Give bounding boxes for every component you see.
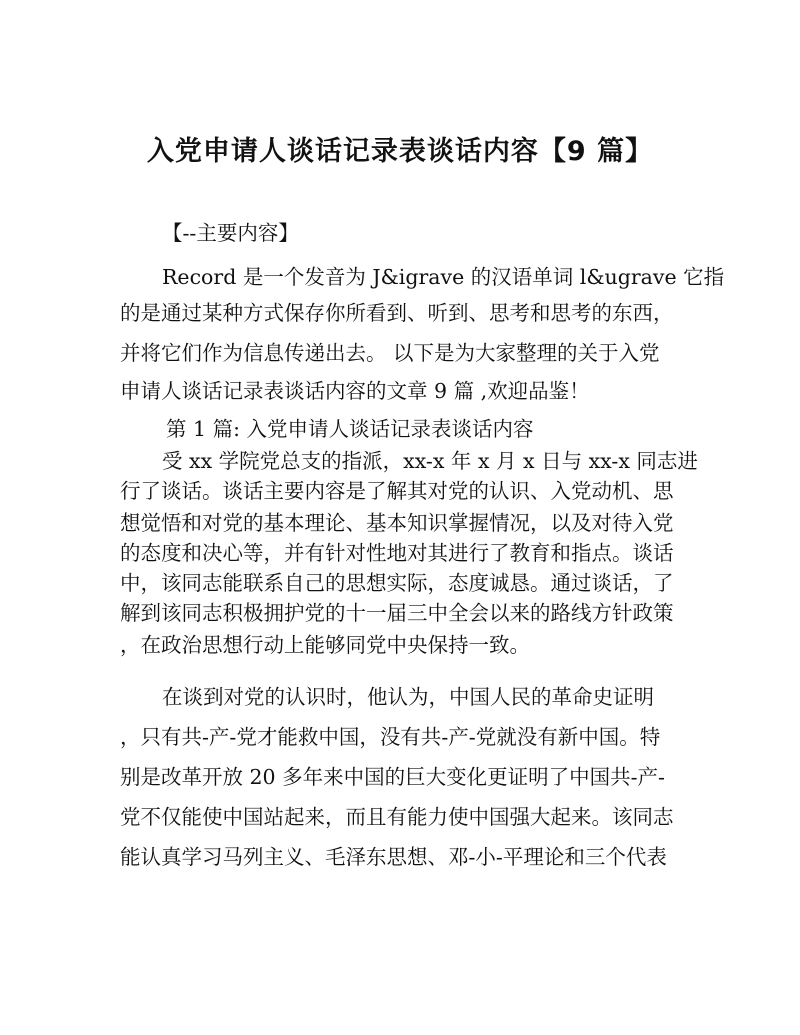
paragraph-line: 申请人谈话记录表谈话内容的文章 9 篇 ,欢迎品鉴！ (120, 379, 590, 403)
paragraph-line: 能认真学习马列主义、毛泽东思想、邓-小-平理论和三个代表 (120, 845, 667, 869)
paragraph-line: 在谈到对党的认识时，他认为，中国人民的革命史证明 (162, 685, 654, 709)
paragraph-line: Record 是一个发音为 J&igrave 的汉语单词 l&ugrave 它指 (162, 265, 725, 289)
article-heading: 第 1 篇: 入党申请人谈话记录表谈话内容 (166, 417, 534, 441)
paragraph-line: ，在政治思想行动上能够同党中央保持一致。 (120, 633, 530, 657)
paragraph-line: 受 xx 学院党总支的指派，xx-x 年 x 月 x 日与 xx-x 同志进 (162, 449, 698, 473)
section-heading: 【--主要内容】 (162, 221, 299, 245)
paragraph-line: 的态度和决心等，并有针对性地对其进行了教育和指点。谈话 (120, 541, 674, 565)
paragraph-line: 想觉悟和对党的基本理论、基本知识掌握情况，以及对待入党 (120, 511, 674, 535)
document-title: 入党申请人谈话记录表谈话内容【9 篇】 (146, 136, 654, 167)
paragraph-line: ，只有共-产-党才能救中国，没有共-产-党就没有新中国。特 (120, 725, 661, 749)
paragraph-line: 党不仅能使中国站起来，而且有能力使中国强大起来。该同志 (120, 805, 674, 829)
paragraph-line: 中，该同志能联系自己的思想实际，态度诚恳。通过谈话，了 (120, 571, 674, 595)
paragraph-line: 行了谈话。谈话主要内容是了解其对党的认识、入党动机、思 (120, 479, 674, 503)
paragraph-line: 并将它们作为信息传递出去。 以下是为大家整理的关于入党 (120, 341, 660, 365)
paragraph-line: 的是通过某种方式保存你所看到、听到、思考和思考的东西， (120, 301, 674, 325)
paragraph-line: 解到该同志积极拥护党的十一届三中全会以来的路线方针政策 (120, 601, 674, 625)
paragraph-line: 别是改革开放 20 多年来中国的巨大变化更证明了中国共-产- (120, 765, 665, 789)
